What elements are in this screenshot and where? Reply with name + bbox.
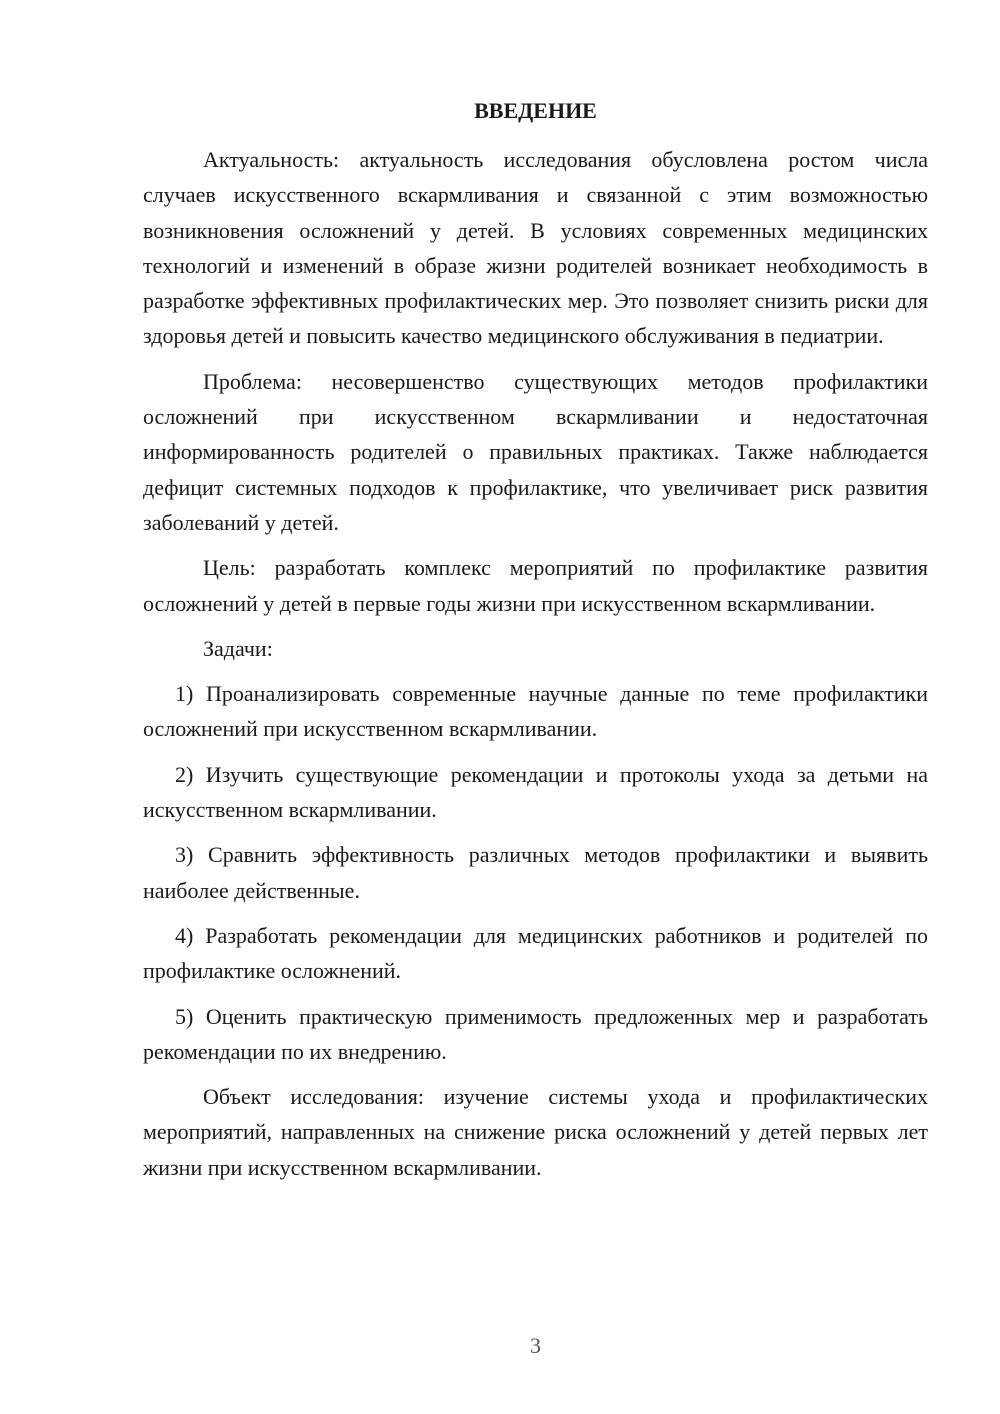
- object-paragraph: Объект исследования: изучение системы ухода и профилактических мероприятий, направленных на снижение риска осложнений у детей первых лет жизни при искусственном вскармливании.: [143, 1084, 928, 1180]
- tasks-label: Задачи:: [203, 635, 273, 661]
- page-number: 3: [530, 1333, 541, 1358]
- task-item: 4) Разработать рекомендации для медицинских работников и родителей по профилактике осложнений.: [143, 922, 928, 984]
- task-item: 3) Сравнить эффективность различных методов профилактики и выявить наиболее действенные.: [143, 842, 928, 903]
- page-content: [143, 93, 928, 1195]
- relevance-paragraph: Актуальность: актуальность исследования обусловлена ростом числа случаев искусственного вскармливания и связанной с этим возможностью возникновения осложнений у детей. В условиях современных медицинских технологий и изменений в образе жизни родителей возникает необходимость в разработке эффективных профилактических мер. Это позволяет снизить риски для здоровья детей и повысить качество медицинского обслуживания в педиатрии.: [143, 147, 928, 349]
- task-item: 1) Проанализировать современные научные данные по теме профилактики осложнений при искусственном вскармливании.: [143, 681, 928, 742]
- problem-paragraph: Проблема: несовершенство существующих методов профилактики осложнений при искусственном вскармливании и недостаточная информированность родителей о правильных практиках. Также наблюдается дефицит системных подходов к профилактике, что увеличивает риск развития заболеваний у детей.: [143, 368, 928, 535]
- task-item: 2) Изучить существующие рекомендации и протоколы ухода за детьми на искусственном вскармливании.: [143, 761, 928, 823]
- task-item: 5) Оценить практическую применимость предложенных мер и разработать рекомендации по их внедрению.: [143, 1003, 928, 1064]
- goal-paragraph: Цель: разработать комплекс мероприятий по профилактике развития осложнений у детей в первые годы жизни при искусственном вскармливании.: [143, 555, 928, 616]
- section-heading: ВВЕДЕНИЕ: [474, 98, 597, 123]
